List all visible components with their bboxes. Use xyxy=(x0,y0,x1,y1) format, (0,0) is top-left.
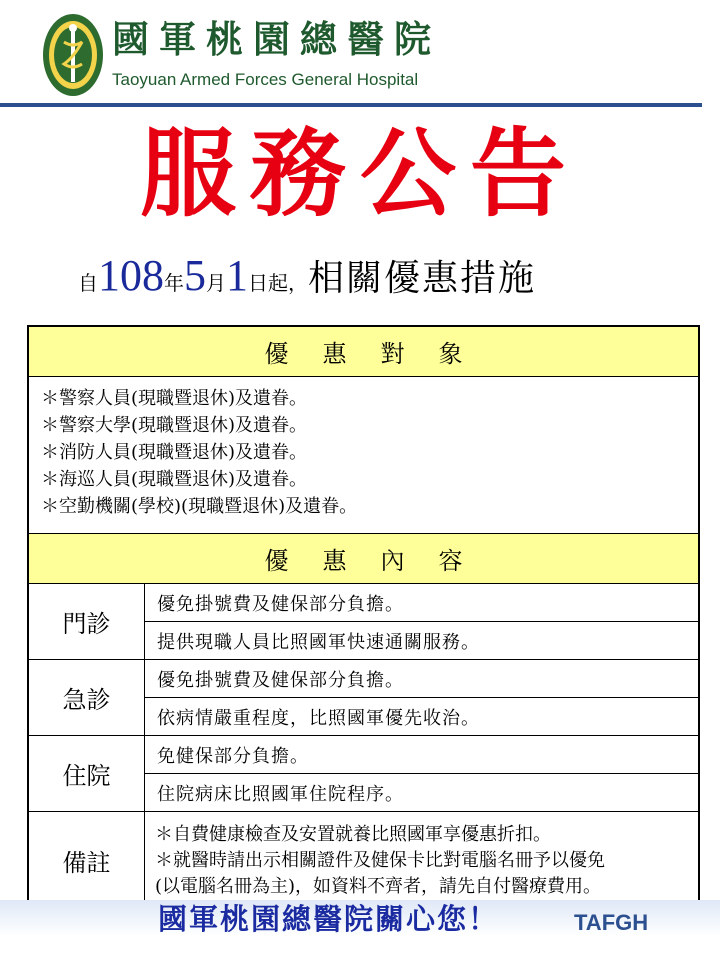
hospital-name-chinese: 國軍桃園總醫院 xyxy=(112,18,441,61)
remark-line: ＊自費健康檢查及安置就養比照國軍享優惠折扣。 xyxy=(155,824,551,845)
category-inpatient: 住院 xyxy=(28,736,145,812)
target-item: ＊警察大學(現職暨退休)及遺眷。 xyxy=(41,415,308,436)
effective-date-line xyxy=(78,250,536,306)
hospital-name-english: Taoyuan Armed Forces General Hospital xyxy=(112,70,419,89)
benefit-item: 優免掛號費及健保部分負擔。 xyxy=(145,584,700,622)
date-month-unit: 月 xyxy=(206,271,226,295)
benefit-item: 提供現職人員比照國軍快速通關服務。 xyxy=(145,622,700,660)
notice-table xyxy=(27,325,700,910)
date-comma: ， xyxy=(288,271,308,295)
hospital-logo xyxy=(42,12,104,98)
date-day-unit: 日起 xyxy=(248,271,288,295)
footer-slogan: 國軍桃園總醫院關心您！ xyxy=(158,902,500,936)
category-outpatient: 門診 xyxy=(28,584,145,660)
header-divider xyxy=(0,103,702,107)
benefit-item: 住院病床比照國軍住院程序。 xyxy=(145,774,700,812)
category-remarks: 備註 xyxy=(28,812,145,910)
date-year-unit: 年 xyxy=(164,271,184,295)
remark-line: ＊就醫時請出示相關證件及健保卡比對電腦名冊予以優免 xyxy=(155,850,605,871)
targets-heading: 優惠對象 xyxy=(28,326,699,377)
targets-list xyxy=(28,377,699,534)
category-emergency: 急診 xyxy=(28,660,145,736)
header xyxy=(0,0,720,108)
notice-title: 服務公告 xyxy=(140,117,580,230)
benefit-item: 優免掛號費及健保部分負擔。 xyxy=(145,660,700,698)
target-item: ＊警察人員(現職暨退休)及遺眷。 xyxy=(41,388,308,409)
target-item: ＊消防人員(現職暨退休)及遺眷。 xyxy=(41,442,308,463)
measures-heading: 相關優惠措施 xyxy=(308,258,537,299)
tafgh-brand-mark: TAFGH xyxy=(574,910,649,935)
date-month: 5 xyxy=(184,251,206,300)
remarks-text xyxy=(145,812,700,910)
target-item: ＊海巡人員(現職暨退休)及遺眷。 xyxy=(41,469,308,490)
benefit-item: 依病情嚴重程度，比照國軍優先收治。 xyxy=(145,698,700,736)
date-year: 108 xyxy=(98,251,164,300)
benefit-item: 免健保部分負擔。 xyxy=(145,736,700,774)
content-heading: 優惠內容 xyxy=(28,534,699,584)
target-item: ＊空勤機關(學校)(現職暨退休)及遺眷。 xyxy=(41,496,358,517)
date-prefix: 自 xyxy=(78,271,98,295)
remark-line: (以電腦名冊為主)，如資料不齊者，請先自付醫療費用。 xyxy=(155,876,602,897)
date-day: 1 xyxy=(226,251,248,300)
